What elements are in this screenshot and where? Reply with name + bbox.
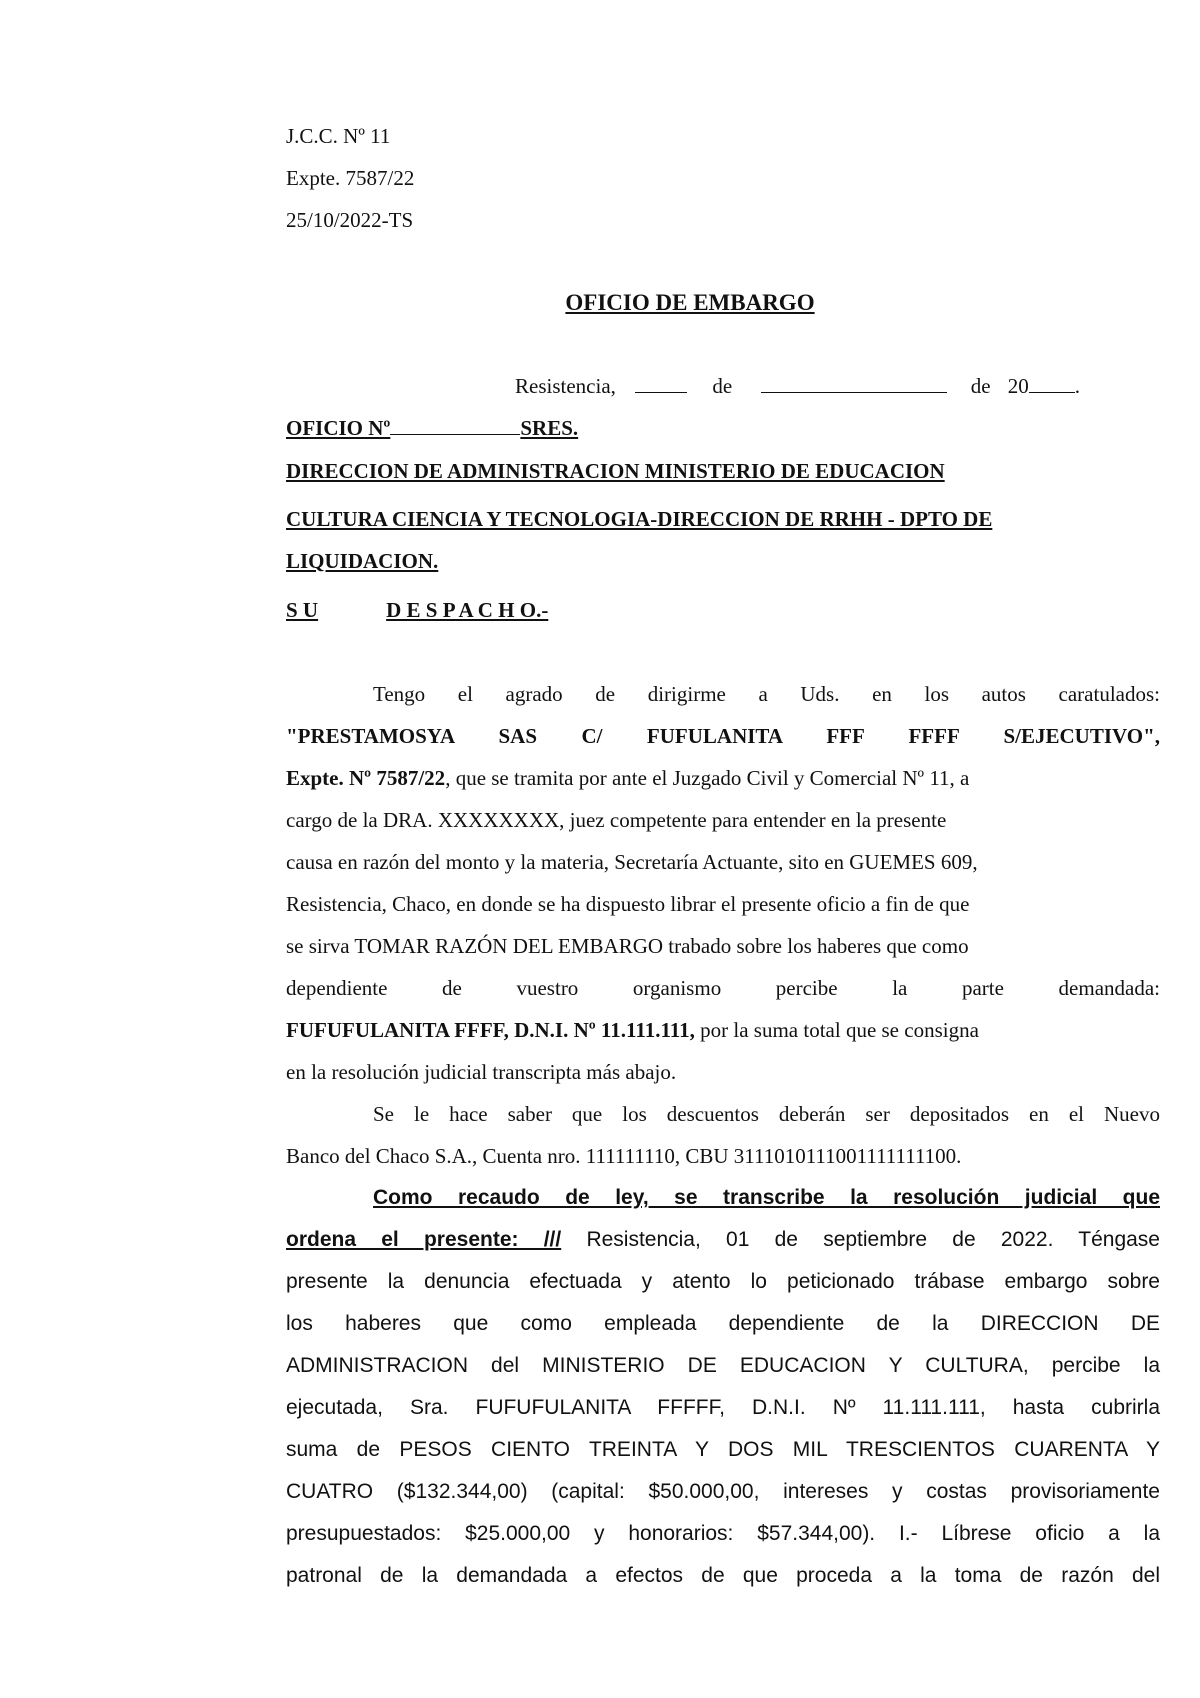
- court-reference: J.C.C. Nº 11: [286, 124, 391, 148]
- oficio-label: OFICIO Nº: [286, 416, 391, 440]
- p3-line-5: ADMINISTRACION del MINISTERIO DE EDUCACION Y CULTURA, percibe la: [286, 1354, 1160, 1377]
- p1-line-1: Tengo el agrado de dirigirme a Uds. en los autos caratulados:: [373, 682, 1160, 706]
- p1-line-8: dependiente de vuestro organismo percibe la parte demandada:: [286, 976, 1160, 1000]
- p1-line-4: cargo de la DRA. XXXXXXXX, juez competente para entender en la presente: [286, 808, 947, 832]
- place-line-end: .: [1074, 374, 1081, 398]
- de-label-1: de: [712, 374, 733, 398]
- resolution-intro: ordena el presente: ///: [286, 1228, 562, 1251]
- sres-label: SRES.: [520, 416, 579, 440]
- p1-line-9-rest: por la suma total que se consigna: [694, 1018, 979, 1042]
- file-number: Expte. 7587/22: [286, 166, 415, 190]
- year-prefix: 20: [1007, 374, 1029, 398]
- oficio-number-line: [286, 416, 578, 441]
- p1-line-3-rest: , que se tramita por ante el Juzgado Civil y Comercial Nº 11, a: [445, 766, 970, 790]
- day-blank: [635, 392, 687, 393]
- p3-line-1: Como recaudo de ley, se transcribe la resolución judicial que: [373, 1186, 1160, 1209]
- city-label: Resistencia,: [515, 374, 616, 398]
- p3-line-2-rest: Resistencia, 01 de septiembre de 2022. Téngase: [561, 1228, 1160, 1251]
- su-despacho: [286, 598, 548, 623]
- addressee-line-2: CULTURA CIENCIA Y TECNOLOGIA-DIRECCION DE RRHH - DPTO DE: [286, 507, 993, 531]
- p1-line-7: se sirva TOMAR RAZÓN DEL EMBARGO trabado sobre los haberes que como: [286, 934, 969, 958]
- place-date-line: [515, 374, 1080, 399]
- p3-line-10: patronal de la demandada a efectos de que proceda a la toma de razón del: [286, 1564, 1160, 1587]
- p1-line-6: Resistencia, Chaco, en donde se ha dispuesto librar el presente oficio a fin de que: [286, 892, 970, 916]
- oficio-number-blank: [390, 434, 520, 435]
- p1-line-10: en la resolución judicial transcripta más abajo.: [286, 1060, 677, 1084]
- p2-line-1: Se le hace saber que los descuentos deberán ser depositados en el Nuevo: [373, 1102, 1160, 1126]
- p2-line-2: Banco del Chaco S.A., Cuenta nro. 111111110, CBU 3111010111001111111100.: [286, 1144, 962, 1168]
- p3-line-4: los haberes que como empleada dependiente de la DIRECCION DE: [286, 1312, 1160, 1335]
- month-blank: [761, 392, 947, 393]
- p1-line-9: [286, 1018, 979, 1043]
- p3-line-8: CUATRO ($132.344,00) (capital: $50.000,00, intereses y costas provisoriamente: [286, 1480, 1160, 1503]
- addressee-line-3: LIQUIDACION.: [286, 549, 439, 573]
- p1-line-2: "PRESTAMOSYA SAS C/ FUFULANITA FFF FFFF S/EJECUTIVO",: [286, 724, 1160, 748]
- year-blank: [1029, 392, 1075, 393]
- date-code: 25/10/2022-TS: [286, 208, 414, 232]
- defendant-id: FUFUFULANITA FFFF, D.N.I. Nº 11.111.111,: [286, 1018, 695, 1042]
- p3-line-7: suma de PESOS CIENTO TREINTA Y DOS MIL TRESCIENTOS CUARENTA Y: [286, 1438, 1160, 1461]
- p1-line-3: [286, 766, 969, 791]
- p3-line-2: [286, 1228, 1160, 1252]
- p1-line-5: causa en razón del monto y la materia, Secretaría Actuante, sito en GUEMES 609,: [286, 850, 978, 874]
- expediente-ref: Expte. Nº 7587/22: [286, 766, 446, 790]
- p3-line-6: ejecutada, Sra. FUFUFULANITA FFFFF, D.N.I. Nº 11.111.111, hasta cubrirla: [286, 1396, 1160, 1419]
- p3-line-9: presupuestados: $25.000,00 y honorarios: $57.344,00). I.- Líbrese oficio a la: [286, 1522, 1160, 1545]
- de-label-2: de: [970, 374, 991, 398]
- despacho-part-b: D E S P A C H O.-: [386, 598, 549, 622]
- despacho-part-a: S U: [286, 598, 319, 622]
- p3-line-3: presente la denuncia efectuada y atento lo peticionado trábase embargo sobre: [286, 1270, 1160, 1293]
- document-title: OFICIO DE EMBARGO: [565, 290, 815, 315]
- addressee-line-1: DIRECCION DE ADMINISTRACION MINISTERIO DE EDUCACION: [286, 459, 945, 483]
